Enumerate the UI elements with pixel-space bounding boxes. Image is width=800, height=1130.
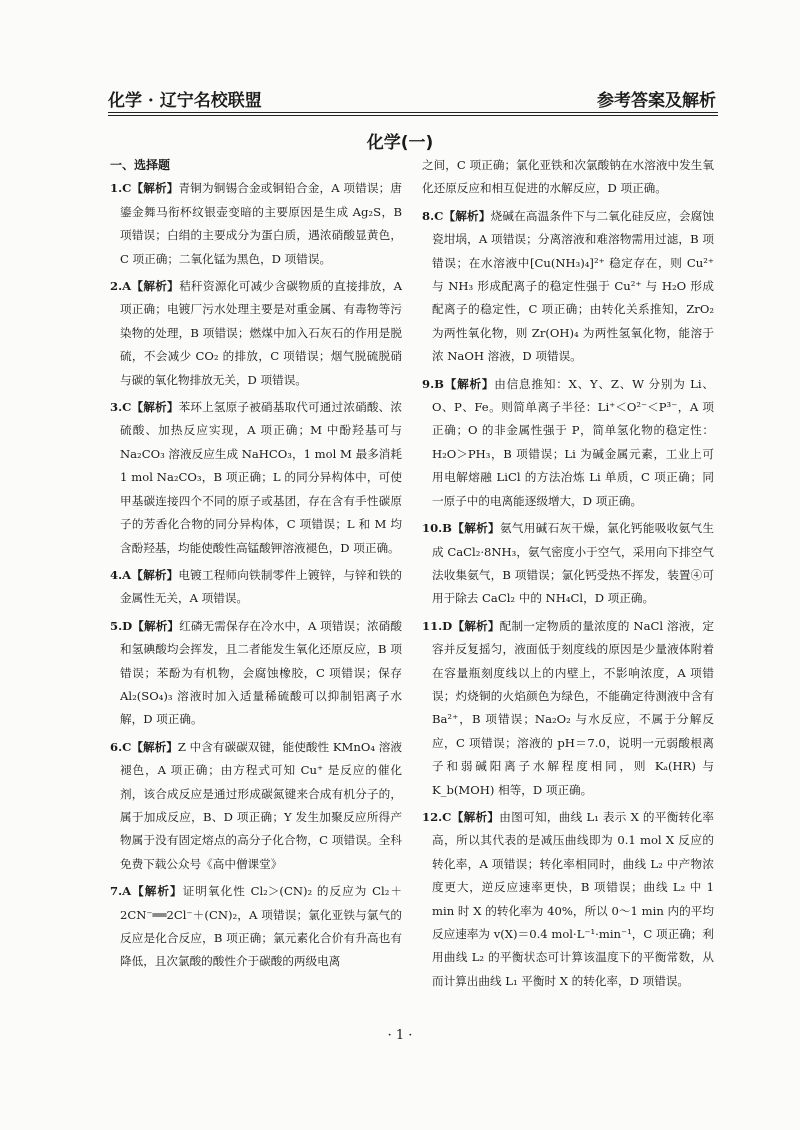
- left-column: [110, 154, 402, 978]
- answer-item: [110, 736, 402, 876]
- answer-item: [110, 615, 402, 732]
- analysis-text: 苯环上氢原子被硝基取代可通过浓硝酸、浓硫酸、加热反应实现，A 项正确；M 中酚羟基可与 Na₂CO₃ 溶液反应生成 NaHCO₃，1 mol M 最多消耗 1 mol Na₂CO₃，B 项正确；L 的同分异构体中，可使甲基碳连接四个不同的原子或基团，存在含有手性碳原子的芳香化合物的同分异构体，C 项错误；L 和 M 均含酚羟基，均能使酸性高锰酸钾溶液褪色，D 项正确。: [120, 400, 402, 555]
- analysis-text: 青铜为铜锡合金或铜铅合金，A 项错误；唐鎏金舞马衔杯纹银壶变暗的主要原因是生成 Ag₂S，B 项错误；白绢的主要成分为蛋白质，遇浓硝酸显黄色，C 项正确；二氧化锰为黑色，D 项错误。: [120, 181, 402, 266]
- answer-item: [110, 564, 402, 611]
- answer-item: [422, 205, 714, 369]
- answer-number: 10.B: [422, 521, 452, 536]
- answer-item: [422, 806, 714, 993]
- answer-number: 6.C: [110, 739, 132, 754]
- analysis-tag: 【解析】: [132, 618, 180, 633]
- answer-number: 12.C: [422, 809, 452, 824]
- analysis-tag: 【解析】: [131, 181, 179, 196]
- answer-number: 8.C: [422, 208, 444, 223]
- answer-item: [422, 517, 714, 611]
- analysis-text: 烧碱在高温条件下与二氧化硅反应，会腐蚀瓷坩埚，A 项错误；分离溶液和难溶物需用过滤，B 项错误；在水溶液中[Cu(NH₃)₄]²⁺ 稳定存在，则 Cu²⁺ 与 NH₃ 形成配离子的稳定性强于 Cu²⁺ 与 H₂O 形成配离子的稳定性，C 项正确；由转化关系推知，ZrO₂ 为两性氧化物，则 Zr(OH)₄ 为两性氢氧化物，能溶于浓 NaOH 溶液，D 项错误。: [432, 208, 714, 364]
- answer-number: 5.D: [110, 618, 133, 633]
- analysis-tag: 【解析】: [451, 809, 500, 824]
- analysis-tag: 【解析】: [452, 618, 500, 633]
- header-subject: 化学 · 辽宁名校联盟: [108, 91, 262, 111]
- answer-number: 11.D: [422, 618, 453, 633]
- answer-number: 3.C: [110, 400, 132, 415]
- page-title: 化学(一): [366, 133, 434, 153]
- analysis-tag: 【解析】: [131, 400, 179, 415]
- analysis-tag: 【解析】: [131, 739, 178, 754]
- answer-number: 1.C: [110, 181, 132, 196]
- answer-item: [110, 275, 402, 392]
- analysis-text: 秸秆资源化可减少含碳物质的直接排放，A 项正确；电镀厂污水处理主要是对重金属、有毒物等污染物的处理，B 项错误；燃煤中加入石灰石的作用是脱硫，不会减少 CO₂ 的排放，C 项错误；烟气脱硫脱硝与碳的氧化物排放无关，D 项错误。: [120, 279, 402, 387]
- analysis-tag: 【解析】: [451, 521, 500, 536]
- analysis-tag: 【解析】: [131, 279, 180, 294]
- analysis-text: 由图可知，曲线 L₁ 表示 X 的平衡转化率高，所以其代表的是减压曲线即为 0.1 mol X 反应的转化率，A 项错误；转化率相同时，曲线 L₂ 中产物浓度更大，逆反应速率更快，B 项错误；曲线 L₂ 中 1 min 时 X 的转化率为 40%，所以 0～1 min 内的平均反应速率为 v(X)＝0.4 mol·L⁻¹·min⁻¹，C 项正确；利用曲线 L₂ 的平衡状态可计算该温度下的平衡常数，从而计算出曲线 L₁ 平衡时 X 的转化率，D 项错误。: [432, 809, 714, 988]
- header-rule-thin: [108, 115, 718, 116]
- analysis-text: Z 中含有碳碳双键，能使酸性 KMnO₄ 溶液褪色，A 项正确；由方程式可知 Cu⁺ 是反应的催化剂，该合成反应是通过形成碳氮键来合成有机分子的，属于加成反应，B、D 项正确；Y 发生加聚反应所得产物属于没有固定熔点的高分子化合物，C 项错误。全科免费下载公众号《高中僧课堂》: [120, 739, 402, 871]
- answer-item: [110, 880, 402, 974]
- analysis-text: 氨气用碱石灰干燥，氯化钙能吸收氨气生成 CaCl₂·8NH₃，氨气密度小于空气，采用向下排空气法收集氨气，B 项错误；氯化钙受热不挥发，装置④可用于除去 CaCl₂ 中的 NH₄Cl，D 项正确。: [432, 521, 714, 606]
- analysis-tag: 【解析】: [443, 208, 491, 223]
- answer-item: [110, 177, 402, 271]
- answer-item: [422, 373, 714, 513]
- section-heading: 一、选择题: [110, 158, 171, 172]
- analysis-tag: 【解析】: [131, 884, 183, 899]
- answer-number: 7.A: [110, 884, 132, 899]
- analysis-text: 由信息推知：X、Y、Z、W 分别为 Li、O、P、Fe。则简单离子半径：Li⁺＜O²⁻＜P³⁻，A 项正确；O 的非金属性强于 P，简单氢化物的稳定性：H₂O＞PH₃，B 项错误；Li 为碱金属元素，工业上可用电解熔融 LiCl 的方法冶炼 Li 单质，C 项正确；同一原子中的电离能逐级增大，D 项正确。: [432, 376, 714, 508]
- analysis-text: 证明氧化性 Cl₂＞(CN)₂ 的反应为 Cl₂＋2CN⁻══2Cl⁻＋(CN)₂，A 项错误；氯化亚铁与氯气的反应是化合反应，B 项正确；氯元素化合价有升高也有降低，且次氯酸的酸性介于碳酸的两级电离: [120, 884, 402, 969]
- answer-number: 9.B: [422, 376, 444, 391]
- answer-item: [110, 396, 402, 560]
- analysis-tag: 【解析】: [131, 567, 179, 582]
- analysis-tag: 【解析】: [443, 376, 495, 391]
- answer-number: 4.A: [110, 567, 132, 582]
- page-header: [108, 86, 716, 110]
- page-number: · 1 ·: [387, 1028, 413, 1043]
- answer-item: [422, 615, 714, 802]
- analysis-text: 配制一定物质的量浓度的 NaCl 溶液，定容并反复摇匀，液面低于刻度线的原因是少量液体附着在容量瓶刻度线以上的内壁上，不影响浓度，A 项错误；灼烧铜的火焰颜色为绿色，不能确定待测液中含有 Ba²⁺，B 项错误；Na₂O₂ 与水反应，不属于分解反应，C 项错误；溶液的 pH＝7.0，说明一元弱酸根离子和弱碱阳离子水解程度相同，则 Kₐ(HR) 与 K_b(MOH) 相等，D 项正确。: [432, 618, 714, 797]
- analysis-text: 红磷无需保存在冷水中，A 项错误；浓硝酸和氢碘酸均会挥发，且二者能发生氧化还原反应，B 项错误；苯酚为有机物，会腐蚀橡胶，C 项错误；保存 Al₂(SO₄)₃ 溶液时加入适量稀硫酸可以抑制铝离子水解，D 项正确。: [120, 618, 402, 727]
- header-answer-label: 参考答案及解析: [597, 91, 716, 111]
- right-column: [422, 154, 714, 997]
- answer-number: 2.A: [110, 279, 132, 294]
- header-rule: [108, 112, 718, 113]
- analysis-text: 电镀工程师向铁制零件上镀锌，与锌和铁的金属性无关，A 项错误。: [120, 567, 402, 606]
- continued-text: 之间，C 项正确；氯化亚铁和次氯酸钠在水溶液中发生氧化还原反应和相互促进的水解反应，D 项正确。: [422, 158, 714, 196]
